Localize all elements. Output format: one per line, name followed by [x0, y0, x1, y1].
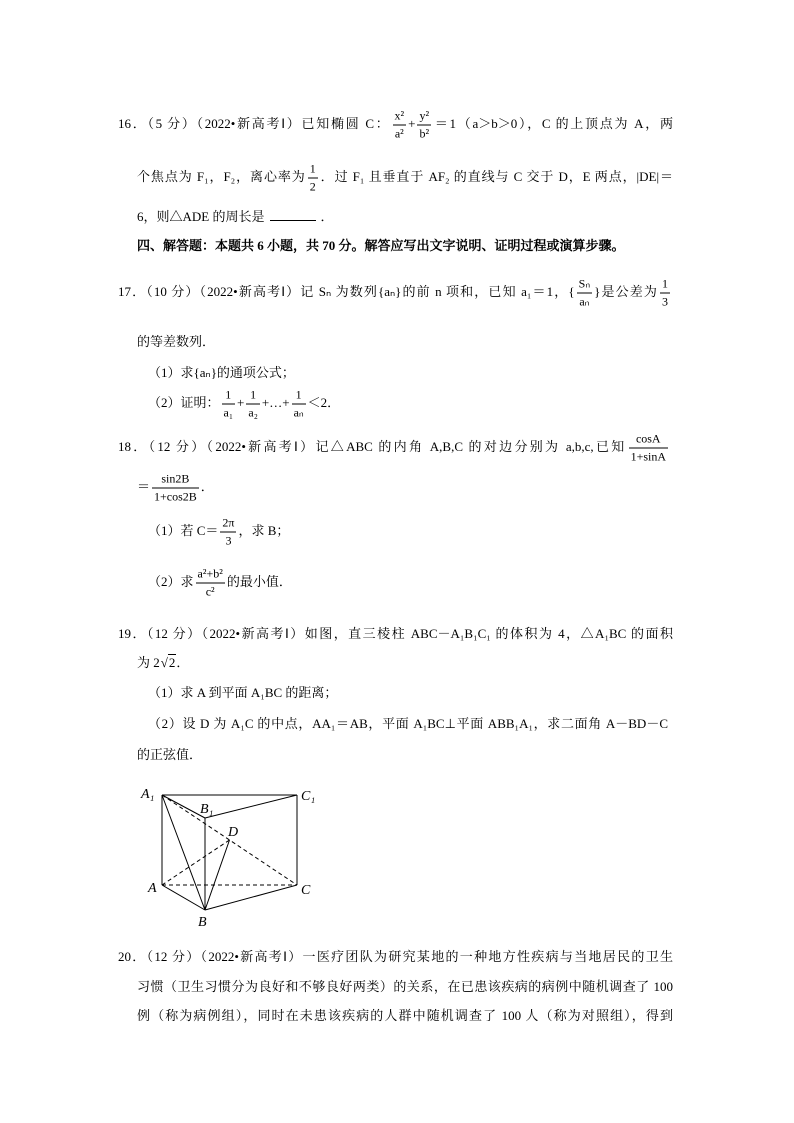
fraction-1-over-a2	[246, 388, 260, 421]
q16-line-3	[137, 207, 333, 227]
fraction-numerator: Sₙ	[577, 277, 592, 294]
fraction-numerator: cosA	[629, 432, 668, 449]
q18-text-p2a: （2）求	[148, 573, 194, 589]
label-a: A	[148, 881, 157, 896]
q18-text-p1a: （1）若 C＝	[148, 522, 219, 538]
fraction-2pi-over-3	[220, 516, 236, 549]
fraction-numerator: y²	[417, 109, 431, 126]
edge-a-b	[162, 885, 205, 910]
q18-line-2	[137, 472, 214, 505]
edge-a1-b1	[162, 795, 205, 818]
q19-part-1: （1）求 A 到平面 A₁BC 的距离；	[148, 685, 338, 700]
q19-line-1: 19．（12 分）（2022•新高考Ⅰ）如图，直三棱柱 ABC－A₁B₁C₁ 的体积为 4，△A₁BC 的面积	[118, 626, 673, 641]
label-b: B	[198, 915, 207, 930]
q18-text-1a: 18．（12 分）（2022•新高考Ⅰ）记△ABC 的内角 A,B,C 的对边分别为 a,b,c,已知	[118, 438, 627, 454]
period: ．	[176, 655, 190, 670]
q17-line-2: 的等差数列．	[137, 334, 216, 349]
fraction-denominator: 3	[662, 294, 668, 309]
fraction-sin2b	[152, 472, 199, 505]
segment-d-b	[205, 840, 230, 910]
fraction-denominator: a₁	[223, 405, 234, 420]
fraction-1-over-an	[292, 388, 306, 421]
q20-line-3: 例（称为病例组），同时在未患该疾病的人群中随机调查了 100 人（称为对照组），得到	[137, 1008, 673, 1023]
fraction-x2-over-a2	[393, 109, 407, 142]
plus-sign: +	[237, 394, 245, 410]
q17-text-p2b: ＜2．	[307, 394, 341, 410]
fraction-y2-over-b2	[417, 109, 431, 142]
edge-b1-c1	[205, 795, 297, 818]
q19-part-2-continued: 的正弦值．	[137, 747, 203, 762]
section-heading: 四、解答题：本题共 6 小题，共 70 分。解答应写出文字说明、证明过程或演算步骤。	[137, 238, 625, 253]
fraction-numerator: 1	[222, 388, 236, 405]
fraction-numerator: 1	[292, 388, 306, 405]
fraction-numerator: 2π	[220, 516, 236, 533]
fraction-a2b2-over-c2	[196, 567, 225, 600]
equals-sign: ＝	[137, 478, 151, 494]
q16-text-3a: 6，则△ADE 的周长是	[137, 209, 265, 224]
q19-text-2a: 为 2	[137, 655, 160, 670]
q16-text-3b: ．	[320, 209, 334, 224]
q17-text-p2a: （2）证明：	[148, 394, 220, 410]
prism-figure	[130, 780, 330, 932]
q17-text-1a: 17．（10 分）（2022•新高考Ⅰ）记 Sₙ 为数列{aₙ}的前 n 项和，已知 a₁＝1，{	[118, 283, 575, 299]
fraction-denominator: b²	[419, 126, 430, 141]
q17-part-2	[148, 388, 340, 421]
fraction-numerator: a²+b²	[196, 567, 225, 584]
fraction-denominator: a₂	[248, 405, 258, 420]
q18-text-p1b: ，求 B；	[238, 522, 290, 538]
label-c: C	[301, 883, 311, 898]
fraction-denominator: a²	[394, 126, 404, 141]
label-d: D	[228, 825, 239, 840]
fraction-numerator: x²	[393, 109, 407, 126]
q16-text-1a: 16．（5 分）（2022•新高考Ⅰ）已知椭圆 C：	[118, 115, 391, 131]
q19-line-2	[137, 653, 189, 673]
plus-ellipsis: +…+	[261, 394, 290, 410]
q17-line-1	[118, 277, 672, 310]
q17-text-1b: }是公差为	[594, 283, 658, 299]
fraction-cosa	[629, 432, 668, 465]
period: ．	[200, 478, 214, 494]
q16-text-2a: 个焦点为 F₁，F₂，离心率为	[137, 168, 306, 184]
q19-part-2: （2）设 D 为 A₁C 的中点，AA₁＝AB，平面 A₁BC⊥平面 ABB₁A₁，求二面角 A－BD－C	[148, 716, 668, 731]
q17-part-1: （1）求{aₙ}的通项公式；	[148, 365, 295, 380]
q16-text-1b: ＝1（a＞b＞0），C 的上顶点为 A，两	[433, 115, 673, 131]
q20-line-1: 20．（12 分）（2022•新高考Ⅰ）一医疗团队为研究某地的一种地方性疾病与当地居民的卫生	[118, 949, 673, 964]
edge-b-c	[205, 885, 297, 910]
q16-text-2b: ．过 F₁ 且垂直于 AF₂ 的直线与 C 交于 D，E 两点，|DE|＝	[319, 168, 673, 184]
q20-line-2: 习惯（卫生习惯分为良好和不够良好两类）的关系，在已患该疾病的病例中随机调查了 100	[137, 979, 673, 994]
fraction-numerator: sin2B	[152, 472, 199, 489]
label-b1: B₁	[200, 802, 214, 817]
hidden-segment-a-d	[162, 840, 230, 885]
fraction-denominator: c²	[205, 584, 215, 599]
fraction-denominator: 1+cos2B	[154, 489, 197, 504]
fraction-denominator: 2	[309, 179, 316, 194]
sqrt-radicand: 2	[168, 655, 176, 670]
q18-line-1	[118, 432, 670, 465]
fraction-denominator: aₙ	[293, 405, 304, 420]
q16-line-1	[118, 109, 673, 142]
q18-part-1	[148, 516, 289, 549]
fraction-1-over-a1	[222, 388, 236, 421]
fraction-numerator: 1	[660, 277, 670, 294]
fraction-denominator: 3	[225, 533, 232, 548]
fraction-eccentricity	[308, 162, 318, 195]
label-a1: A₁	[141, 787, 155, 802]
fraction-denominator: 1+sinA	[630, 449, 666, 464]
segment-a1-b	[162, 795, 205, 910]
sqrt-sign: √	[160, 655, 168, 670]
q18-text-p2b: 的最小值．	[226, 573, 292, 589]
q18-part-2	[148, 567, 292, 600]
fraction-numerator: 1	[308, 162, 318, 179]
q16-line-2	[137, 162, 673, 195]
fraction-sn-over-an	[577, 277, 592, 310]
fraction-denominator: aₙ	[579, 294, 590, 309]
answer-blank	[270, 220, 316, 221]
fraction-numerator: 1	[246, 388, 260, 405]
plus-sign: +	[408, 115, 416, 131]
label-c1: C₁	[301, 789, 316, 804]
fraction-common-difference	[660, 277, 670, 310]
